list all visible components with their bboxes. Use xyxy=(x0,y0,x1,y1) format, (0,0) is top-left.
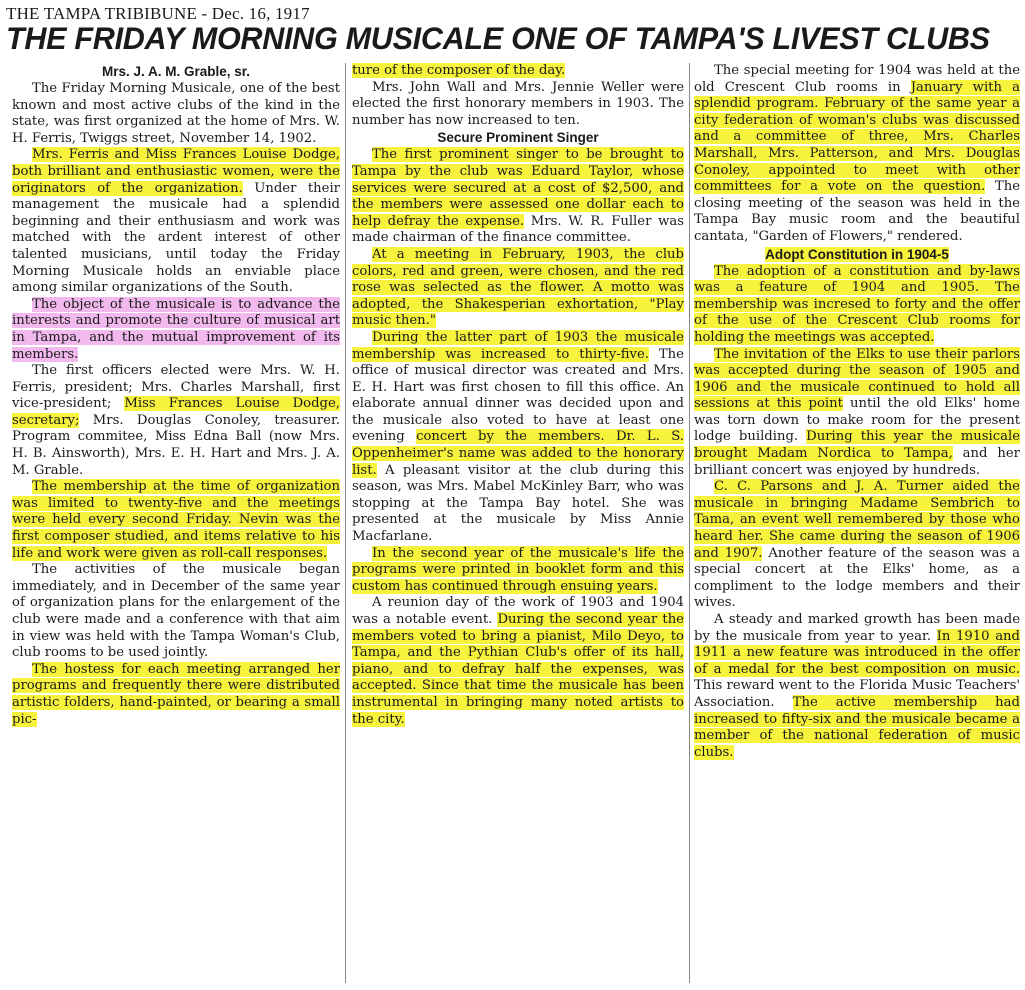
text-run: The special meeting for 1904 was held at the old Crescent Club rooms in xyxy=(694,63,1020,95)
paragraph xyxy=(694,347,1020,480)
paragraph xyxy=(352,546,684,596)
text-run: Mrs. John Wall and Mrs. Jennie Weller were elected the first honorary members in 1903. The number has now increased to ten. xyxy=(352,79,684,128)
text-run: and her brilliant concert was enjoyed by hundreds. xyxy=(694,446,1020,478)
paragraph xyxy=(12,363,340,479)
source-line: THE TAMPA TRIBIBUNE - Dec. 16, 1917 xyxy=(6,4,310,23)
highlighted-text: During the latter part of 1903 the musicale membership was increased to thirty-five. xyxy=(352,329,684,362)
article-column-2 xyxy=(352,63,684,988)
paragraph xyxy=(694,264,1020,347)
text-run: A reunion day of the work of 1903 and 1904 was a notable event. xyxy=(352,595,684,627)
article-column-3 xyxy=(694,63,1020,988)
text-run: Another feature of the season was a special concert at the Elks' home, as a compliment to the lodge members and their wives. xyxy=(694,545,1020,611)
highlighted-text: In 1910 and 1911 a new feature was introduced in the offer of a medal for the best composition on music. xyxy=(694,628,1020,677)
column-rule xyxy=(345,63,346,983)
paragraph xyxy=(352,63,684,80)
paragraph xyxy=(12,147,340,296)
article-column-1 xyxy=(12,63,340,988)
paragraph xyxy=(12,562,340,662)
paragraph xyxy=(694,63,1020,246)
paragraph xyxy=(694,612,1020,761)
text-run: A steady and marked growth has been made by the musicale from year to year. xyxy=(694,612,1020,644)
highlighted-text: ture of the composer of the day. xyxy=(352,63,566,78)
text-run: until the old Elks' home was torn down to make room for the present lodge building. xyxy=(694,396,1020,445)
highlighted-text: January with a splendid program. February of the same year a city federation of woman's clubs was discussed and a committee of three, Mrs. Charles Marshall, Mrs. Patterson, and Mrs. Douglas Conoley, appointed to meet with other committees for a vote on the question. xyxy=(694,79,1020,195)
column-rule xyxy=(689,63,690,983)
highlighted-text: The first prominent singer to be brought to Tampa by the club was Eduard Taylor, whose services were secured at a cost of $2,500, and the members were assessed one dollar each to help defray the expense. xyxy=(352,147,684,229)
text-run: The first officers elected were Mrs. W. H. Ferris, president; Mrs. Charles Marshall, first vice-president; xyxy=(12,363,340,412)
paragraph xyxy=(352,247,684,330)
highlighted-text: The active membership had increased to fifty-six and the musicale became a member of the national federation of music clubs. xyxy=(694,694,1020,760)
paragraph xyxy=(12,662,340,728)
paragraph xyxy=(352,330,684,546)
paragraph xyxy=(12,479,340,562)
highlighted-text: The invitation of the Elks to use their parlors was accepted during the season of 1905 and 1906 and the musicale continued to hold all sessions at this point xyxy=(694,346,1020,412)
highlighted-text: The membership at the time of organization was limited to twenty-five and the meetings were held every second Friday. Nevin was the first composer studied, and items relative to his life and work were given as roll-call responses. xyxy=(12,479,340,561)
pink-highlighted-text: The object of the musicale is to advance the interests and promote the culture of musical art in Tampa, and the mutual improvement of its members. xyxy=(12,296,340,362)
text-run: The Friday Morning Musicale, one of the best known and most active clubs of the kind in the state, was first organized at the home of Mrs. W. H. Ferris, Twiggs street, November 14, 1902. xyxy=(12,81,340,146)
highlighted-text: During this year the musicale brought Madam Nordica to Tampa, xyxy=(694,429,1020,462)
text-run: A pleasant visitor at the club during this season, was Mrs. Mabel McKinley Barr, who was stopping at the Tampa Bay hotel. She was presented at the musicale by Miss Annie Macfarlane. xyxy=(352,462,684,545)
highlighted-text: Mrs. Ferris and Miss Frances Louise Dodge, both brilliant and enthusiastic women, were the originators of the organization. xyxy=(12,147,340,196)
highlighted-text: concert by the members. Dr. L. S. Oppenheimer's name was added to the honorary list. xyxy=(352,429,684,478)
paragraph xyxy=(12,81,340,147)
text-run: Mrs. Douglas Conoley, treasurer. Program commitee, Miss Edna Ball (now Mrs. H. B. Ainsworth), Mrs. E. H. Hart and Mrs. J. A. M. Grable. xyxy=(12,412,340,478)
highlighted-text: Miss Frances Louise Dodge, secretary; xyxy=(12,396,340,428)
text-run: The closing meeting of the season was held in the Tampa Bay music room and the beautiful cantata, "Garden of Flowers," rendered. xyxy=(694,179,1020,244)
highlighted-text: At a meeting in February, 1903, the club colors, red and green, were chosen, and the red rose was selected as the flower. A motto was adopted, the Shakesperian exhortation, "Play music then." xyxy=(352,246,684,329)
byline: Mrs. J. A. M. Grable, sr. xyxy=(101,64,251,79)
text-run: Under their management the musicale had a splendid beginning and their enthusiasm and work was matched with the ardent interest of other talented musicians, until today the Friday Morning Musicale holds an enviable place among similar organizations of the South. xyxy=(12,180,340,296)
highlighted-text: The hostess for each meeting arranged her programs and frequently there were distributed artistic folders, hand-painted, or bearing a small pic- xyxy=(12,661,340,727)
paragraph xyxy=(12,297,340,363)
highlighted-text: The adoption of a constitution and by-laws was a feature of 1904 and 1905. The membership was incresed to forty and the offer of the use of the Crescent Club rooms for holding the meetings was accepted. xyxy=(694,263,1020,345)
paragraph xyxy=(694,479,1020,612)
subheading xyxy=(694,246,1020,264)
headline: THE FRIDAY MORNING MUSICALE ONE OF TAMPA'S LIVEST CLUBS xyxy=(6,20,990,56)
paragraph xyxy=(352,147,684,247)
paragraph xyxy=(352,595,684,728)
paragraph xyxy=(352,80,684,130)
text-run: The office of musical director was created and Mrs. E. H. Hart was first chosen to fill this office. An elaborate annual dinner was decided upon and the musicale also voted to have at least one evening xyxy=(352,346,684,445)
highlighted-text: Adopt Constitution in 1904-5 xyxy=(765,246,949,262)
text-run: This reward went to the Florida Music Teachers' Association. xyxy=(694,678,1020,710)
highlighted-text: During the second year the members voted to bring a pianist, Milo Deyo, to Tampa, and the Pythian Club's offer of its hall, piano, and to defray half the expenses, was accepted. Since that time the musicale has been instrumental in bringing many noted artists to the city. xyxy=(352,612,684,727)
text-run: Mrs. W. R. Fuller was made chairman of the finance committee. xyxy=(352,213,684,246)
text-run: The activities of the musicale began immediately, and in December of the same year of organization plans for the enlargement of the club were made and a conference with that aim in view was held with the Tampa Woman's Club, club rooms to be used jointly. xyxy=(12,562,340,661)
highlighted-text: C. C. Parsons and J. A. Turner aided the musicale in bringing Madame Sembrich to Tama, an event well remembered by those who heard her. She came during the season of 1906 and 1907. xyxy=(694,479,1020,561)
subheading: Secure Prominent Singer xyxy=(437,130,599,146)
highlighted-text: In the second year of the musicale's life the programs were printed in booklet form and this custom has continued through ensuing years. xyxy=(352,545,684,594)
